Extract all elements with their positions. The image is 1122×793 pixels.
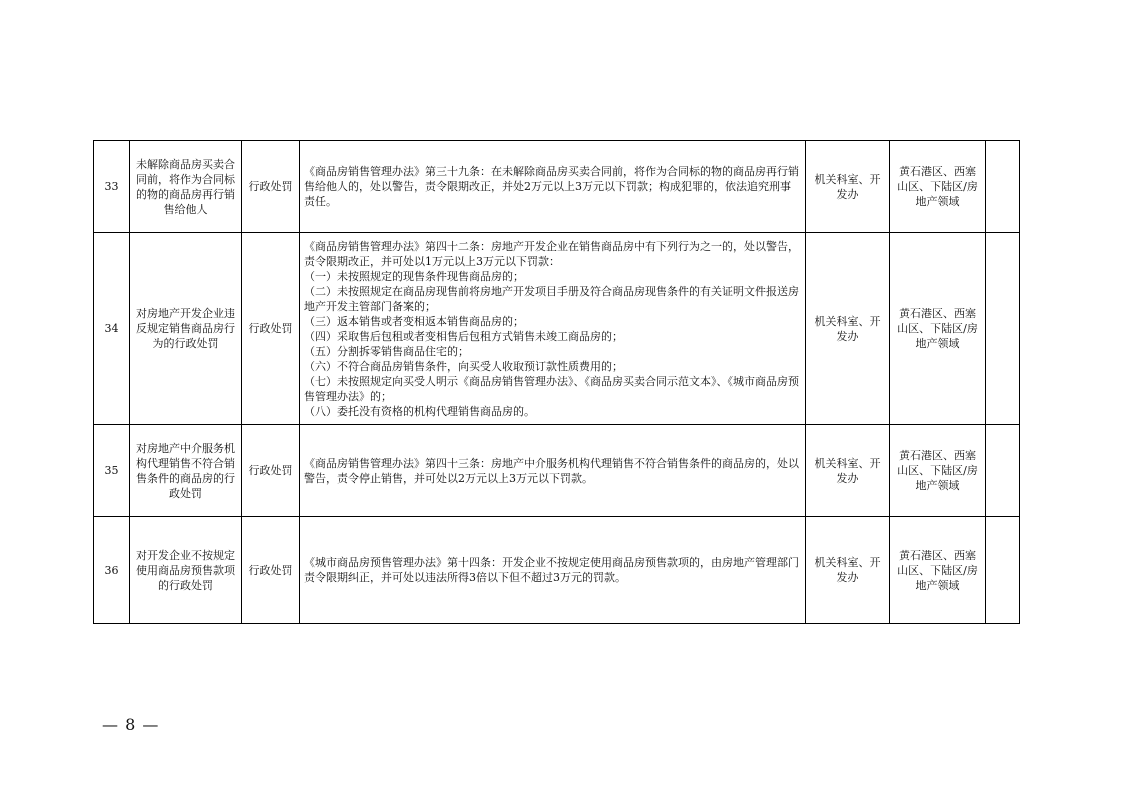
table-row <box>94 233 1020 425</box>
table-row <box>94 425 1020 517</box>
applicable-region: 黄石港区、西塞山区、下陆区/房地产领域 <box>890 425 986 517</box>
legal-basis <box>300 517 806 624</box>
responsible-dept: 机关科室、开发办 <box>806 517 890 624</box>
basis-line: （一）未按照规定的现售条件现售商品房的； <box>304 269 524 283</box>
basis-line: （二）未按照规定在商品房现售前将房地产开发项目手册及符合商品房现售条件的有关证明文件报送房地产开发主管部门备案的； <box>304 284 799 313</box>
row-number: 34 <box>94 233 130 425</box>
basis-line: 《城市商品房预售管理办法》第十四条：开发企业不按规定使用商品房预售款项的，由房地产管理部门责令限期纠正，并可处以违法所得3倍以下但不超过3万元的罚款。 <box>304 556 799 584</box>
basis-line: （四）采取售后包租或者变相售后包租方式销售未竣工商品房的； <box>304 329 623 343</box>
row-number: 36 <box>94 517 130 624</box>
item-name: 对房地产开发企业违反规定销售商品房行为的行政处罚 <box>130 233 242 425</box>
legal-basis <box>300 233 806 425</box>
basis-line: 《商品房销售管理办法》第三十九条：在未解除商品房买卖合同前，将作为合同标的物的商品房再行销售给他人的，处以警告，责令限期改正，并处2万元以上3万元以下罚款；构成犯罪的，依法追究刑事责任。 <box>304 165 799 208</box>
basis-line: （八）委托没有资格的机构代理销售商品房的。 <box>304 404 535 418</box>
table-body <box>94 141 1020 624</box>
item-type: 行政处罚 <box>242 425 300 517</box>
table-row <box>94 517 1020 624</box>
row-number: 33 <box>94 141 130 233</box>
remarks-cell <box>986 233 1020 425</box>
row-number: 35 <box>94 425 130 517</box>
item-name: 对开发企业不按规定使用商品房预售款项的行政处罚 <box>130 517 242 624</box>
applicable-region: 黄石港区、西塞山区、下陆区/房地产领域 <box>890 517 986 624</box>
legal-basis <box>300 141 806 233</box>
page-number: — 8 — <box>102 715 160 734</box>
item-type: 行政处罚 <box>242 517 300 624</box>
applicable-region: 黄石港区、西塞山区、下陆区/房地产领域 <box>890 233 986 425</box>
basis-line: （三）返本销售或者变相返本销售商品房的； <box>304 314 524 328</box>
legal-basis <box>300 425 806 517</box>
item-type: 行政处罚 <box>242 141 300 233</box>
basis-line: （七）未按照规定向买受人明示《商品房销售管理办法》、《商品房买卖合同示范文本》、《城市商品房预售管理办法》的； <box>304 374 799 403</box>
applicable-region: 黄石港区、西塞山区、下陆区/房地产领域 <box>890 141 986 233</box>
item-type: 行政处罚 <box>242 233 300 425</box>
table-row <box>94 141 1020 233</box>
remarks-cell <box>986 517 1020 624</box>
regulation-table <box>93 140 1020 624</box>
basis-line: 《商品房销售管理办法》第四十二条：房地产开发企业在销售商品房中有下列行为之一的，处以警告，责令限期改正，并可处以1万元以上3万元以下罚款： <box>304 239 799 268</box>
basis-line: 《商品房销售管理办法》第四十三条：房地产中介服务机构代理销售不符合销售条件的商品房的，处以警告，责令停止销售，并可处以2万元以上3万元以下罚款。 <box>304 456 799 485</box>
remarks-cell <box>986 425 1020 517</box>
item-name: 未解除商品房买卖合同前，将作为合同标的物的商品房再行销售给他人 <box>130 141 242 233</box>
responsible-dept: 机关科室、开发办 <box>806 141 890 233</box>
basis-line: （六）不符合商品房销售条件，向买受人收取预订款性质费用的； <box>304 359 623 373</box>
remarks-cell <box>986 141 1020 233</box>
responsible-dept: 机关科室、开发办 <box>806 425 890 517</box>
item-name: 对房地产中介服务机构代理销售不符合销售条件的商品房的行政处罚 <box>130 425 242 517</box>
responsible-dept: 机关科室、开发办 <box>806 233 890 425</box>
basis-line: （五）分割拆零销售商品住宅的； <box>304 344 469 358</box>
